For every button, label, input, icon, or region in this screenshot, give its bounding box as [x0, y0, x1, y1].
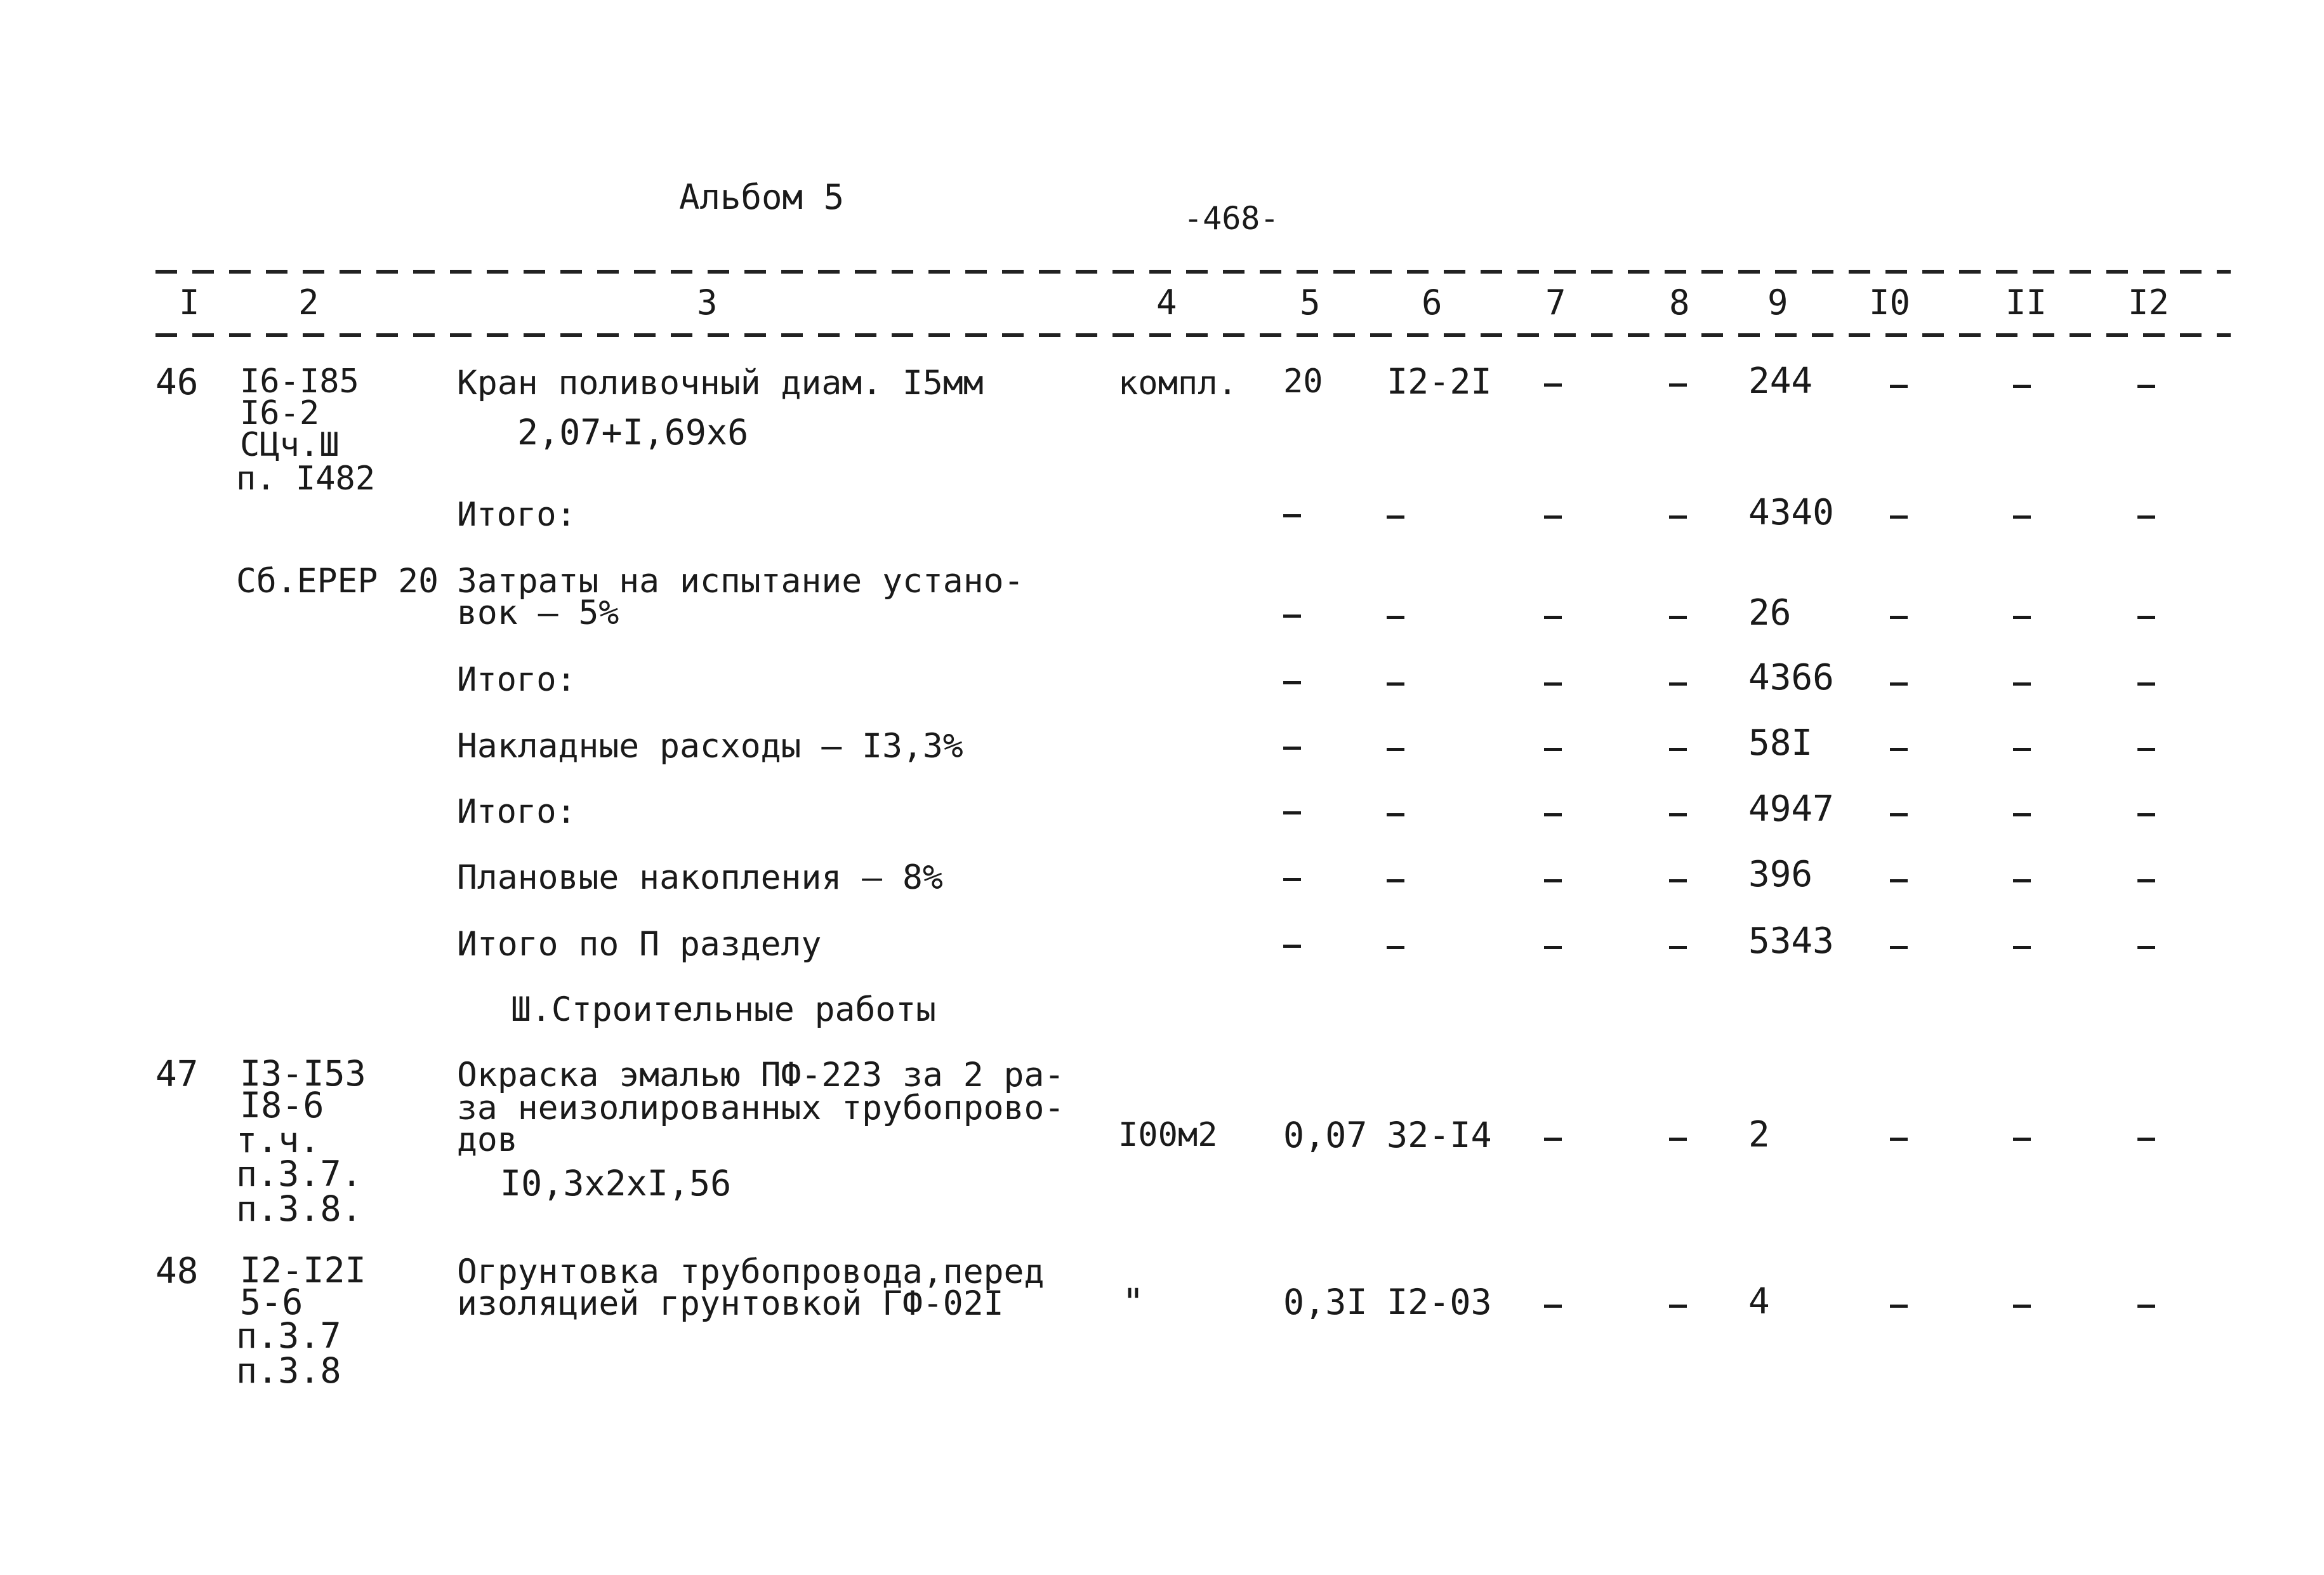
- col-header-10: I0: [1869, 282, 1911, 322]
- norm-code: I6-I85: [240, 362, 359, 401]
- work-description: Окраска эмалью ПФ-223 за 2 ра-: [457, 1056, 1065, 1094]
- col-header-4: 4: [1156, 282, 1177, 322]
- norm-code: п.3.7.: [236, 1153, 362, 1194]
- dash-col11: [2013, 515, 2031, 519]
- amount: 244: [1748, 361, 1813, 402]
- dash-col7: [1544, 383, 1562, 387]
- col-header-3: 3: [697, 282, 718, 322]
- dash-col7: [1544, 1305, 1562, 1308]
- section-total-label: Итого по П разделу: [457, 925, 822, 964]
- dash-col10: [1890, 1138, 1908, 1141]
- dash-col5: [1283, 615, 1301, 618]
- overhead-label: Накладные расходы – I3,3%: [457, 727, 963, 766]
- dash-col11: [2013, 1138, 2031, 1141]
- norm-code: п.3.7: [236, 1315, 341, 1356]
- dash-col6: [1387, 879, 1404, 882]
- dash-col5: [1283, 811, 1301, 814]
- dash-col6: [1387, 813, 1404, 816]
- cost-code: I2-03: [1387, 1282, 1492, 1322]
- amount: 5343: [1748, 920, 1834, 962]
- dash-col8: [1669, 1138, 1687, 1141]
- dash-col7: [1544, 616, 1562, 619]
- norm-code: п. I482: [236, 460, 376, 498]
- amount: 4947: [1748, 788, 1834, 830]
- norm-code: I8-6: [240, 1085, 324, 1126]
- planned-savings-label: Плановые накопления – 8%: [457, 858, 943, 897]
- norm-code: Сб.ЕРЕР 20: [236, 562, 439, 601]
- norm-code: I6-2: [240, 394, 320, 432]
- unit: ": [1122, 1280, 1144, 1324]
- dash-col10: [1890, 748, 1908, 751]
- dash-col12: [2137, 385, 2155, 388]
- quantity: 0,07: [1283, 1115, 1368, 1155]
- dash-col8: [1669, 515, 1687, 519]
- dash-col10: [1890, 515, 1908, 519]
- unit: I00м2: [1118, 1116, 1218, 1154]
- norm-code: 5-6: [240, 1282, 303, 1322]
- work-description: вок – 5%: [457, 594, 619, 632]
- unit: компл.: [1118, 364, 1238, 402]
- col-header-7: 7: [1545, 282, 1566, 322]
- norm-code: п.3.8.: [236, 1188, 362, 1229]
- dash-col6: [1387, 682, 1404, 686]
- dash-col6: [1387, 946, 1404, 949]
- dash-col8: [1669, 813, 1687, 816]
- dash-col7: [1544, 682, 1562, 686]
- amount: 4: [1748, 1281, 1770, 1322]
- dash-col11: [2013, 385, 2031, 388]
- col-header-11: II: [2005, 282, 2047, 322]
- work-formula: 2,07+I,69х6: [517, 412, 749, 453]
- dash-col8: [1669, 879, 1687, 882]
- quantity: 0,3I: [1283, 1282, 1368, 1322]
- subtotal-label: Итого:: [457, 496, 576, 534]
- work-description: дов: [457, 1120, 518, 1159]
- dash-col7: [1544, 813, 1562, 816]
- dash-col8: [1669, 1305, 1687, 1308]
- dash-col7: [1544, 1138, 1562, 1141]
- norm-code: I3-I53: [240, 1053, 366, 1094]
- work-description: Затраты на испытание устано-: [457, 562, 1024, 601]
- dash-col5: [1283, 681, 1301, 684]
- amount: 26: [1748, 592, 1792, 634]
- album-label: Альбом 5: [679, 177, 845, 217]
- amount: 2: [1748, 1114, 1770, 1155]
- work-description: Кран поливочный диам. I5мм: [457, 364, 984, 402]
- dash-col12: [2137, 813, 2155, 816]
- amount: 58I: [1748, 722, 1813, 764]
- dash-col10: [1890, 946, 1908, 949]
- dash-col12: [2137, 748, 2155, 751]
- subtotal-label: Итого:: [457, 661, 576, 699]
- amount: 4340: [1748, 492, 1834, 533]
- dash-col12: [2137, 1305, 2155, 1308]
- dash-col8: [1669, 946, 1687, 949]
- quantity: 20: [1283, 362, 1323, 401]
- cost-code: 32-I4: [1387, 1115, 1492, 1155]
- work-description: изоляцией грунтовкой ГФ-02I: [457, 1284, 1004, 1323]
- amount: 4366: [1748, 657, 1834, 698]
- norm-code: I2-I2I: [240, 1250, 366, 1291]
- dash-col5: [1283, 747, 1301, 750]
- dash-col8: [1669, 383, 1687, 387]
- col-header-9: 9: [1767, 282, 1788, 322]
- dash-col11: [2013, 616, 2031, 619]
- col-header-6: 6: [1422, 282, 1443, 322]
- work-description: за неизолированных трубопрово-: [457, 1089, 1065, 1127]
- work-description: Огрунтовка трубопровода,перед: [457, 1253, 1045, 1291]
- cost-code: I2-2I: [1387, 361, 1492, 402]
- dash-col11: [2013, 813, 2031, 816]
- dash-col5: [1283, 945, 1301, 948]
- dash-col6: [1387, 515, 1404, 519]
- subtotal-label: Итого:: [457, 793, 576, 831]
- dash-col8: [1669, 748, 1687, 751]
- dash-col5: [1283, 514, 1301, 517]
- dash-col6: [1387, 748, 1404, 751]
- dash-col12: [2137, 1138, 2155, 1141]
- norm-code: СЦч.Ш: [240, 426, 340, 464]
- col-header-12: I2: [2128, 282, 2170, 322]
- norm-code: т.ч.: [236, 1120, 320, 1160]
- dash-col7: [1544, 946, 1562, 949]
- norm-code: п.3.8: [236, 1350, 341, 1391]
- dash-col11: [2013, 748, 2031, 751]
- col-header-5: 5: [1300, 282, 1321, 322]
- row-number: 46: [155, 362, 199, 403]
- col-header-2: 2: [298, 282, 319, 322]
- page-number: -468-: [1184, 200, 1279, 237]
- dash-col8: [1669, 616, 1687, 619]
- dash-col10: [1890, 385, 1908, 388]
- dash-col12: [2137, 515, 2155, 519]
- section-heading: Ш.Строительные работы: [511, 990, 937, 1029]
- col-header-8: 8: [1669, 282, 1690, 322]
- dash-col10: [1890, 616, 1908, 619]
- dash-col5: [1283, 878, 1301, 881]
- dash-col10: [1890, 813, 1908, 816]
- row-number: 48: [155, 1251, 199, 1292]
- dash-col12: [2137, 682, 2155, 686]
- work-formula: I0,3х2хI,56: [500, 1163, 732, 1204]
- row-number: 47: [155, 1054, 199, 1095]
- dash-col7: [1544, 879, 1562, 882]
- col-header-1: I: [179, 282, 200, 322]
- dash-col8: [1669, 682, 1687, 686]
- dash-col7: [1544, 748, 1562, 751]
- dash-col10: [1890, 1305, 1908, 1308]
- dash-col11: [2013, 682, 2031, 686]
- dash-col11: [2013, 946, 2031, 949]
- dash-col12: [2137, 879, 2155, 882]
- dash-col6: [1387, 616, 1404, 619]
- header-bottom-rule: [155, 333, 2231, 337]
- dash-col12: [2137, 946, 2155, 949]
- dash-col7: [1544, 515, 1562, 519]
- dash-col10: [1890, 682, 1908, 686]
- dash-col10: [1890, 879, 1908, 882]
- amount: 396: [1748, 854, 1813, 895]
- dash-col11: [2013, 1305, 2031, 1308]
- dash-col12: [2137, 616, 2155, 619]
- dash-col11: [2013, 879, 2031, 882]
- header-top-rule: [155, 270, 2231, 274]
